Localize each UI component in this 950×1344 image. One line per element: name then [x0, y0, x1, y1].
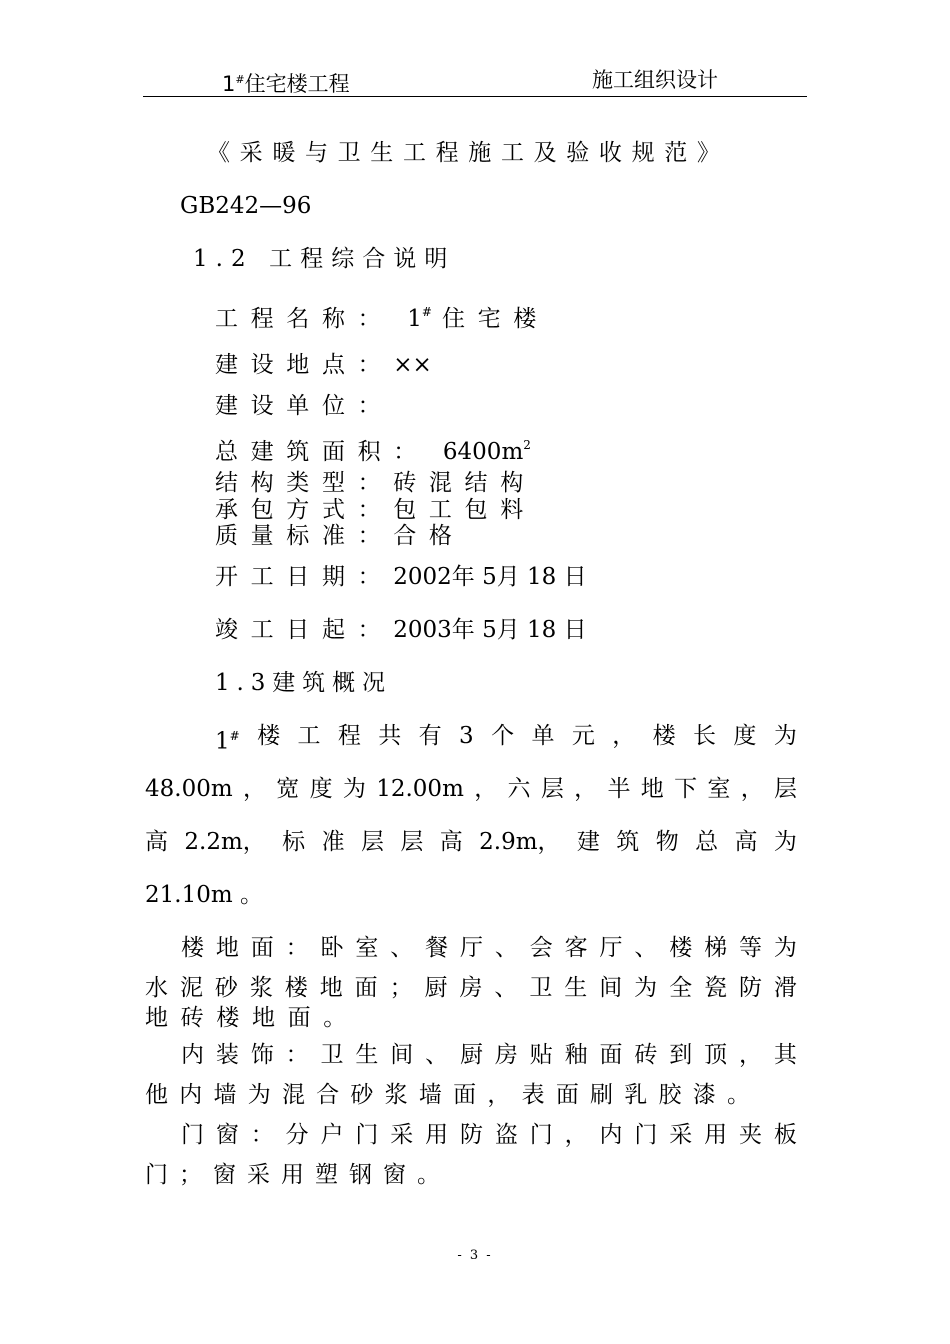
info-label: 竣工日起：	[215, 617, 394, 643]
text-token: 浆	[384, 1082, 408, 1108]
overview-token: 程	[337, 723, 361, 749]
text-token: 度	[309, 776, 333, 802]
text-token: 准	[321, 829, 345, 855]
text-token: 墙	[418, 1082, 442, 1108]
info-value: 6400m	[442, 439, 524, 465]
text-token: 为	[773, 935, 797, 961]
info-label: 建设地点：	[215, 352, 394, 378]
text-token: 等	[739, 935, 762, 961]
info-row-project-name	[215, 297, 549, 334]
overview-row	[145, 774, 797, 804]
text-token: 六	[507, 776, 531, 802]
text-token: ：	[285, 935, 309, 961]
text-token: 生	[355, 1042, 379, 1068]
paragraph-line	[145, 1080, 750, 1110]
text-token: 内	[179, 1082, 203, 1108]
overview-token: 楼	[257, 723, 281, 749]
info-row-start-date	[215, 562, 587, 592]
info-label: 总建筑面积：	[215, 439, 429, 465]
text-token: 、	[494, 935, 518, 961]
text-token: 门	[529, 1122, 553, 1148]
paragraph-line	[145, 1160, 440, 1190]
text-token: 室	[707, 776, 731, 802]
text-token: 梯	[704, 935, 728, 961]
floor-paragraph	[145, 933, 797, 1033]
info-value: 住宅楼	[441, 306, 549, 332]
standard-name: 《采暖与卫生工程施工及验收规范》	[207, 140, 730, 166]
text-token: 采	[247, 1162, 270, 1188]
info-value: 合格	[393, 523, 465, 549]
info-row-area	[215, 430, 531, 467]
text-token: 全	[669, 975, 693, 1001]
text-token: 厅	[460, 935, 483, 961]
text-token: 到	[669, 1042, 693, 1068]
header-left-sup: #	[235, 73, 245, 86]
text-token: 标	[282, 829, 306, 855]
info-row-structure	[215, 470, 536, 497]
text-token: ，	[487, 1082, 511, 1108]
header-left	[222, 66, 350, 98]
text-token: 合	[316, 1082, 340, 1108]
text-token: 窗	[213, 1162, 236, 1188]
text-token: 、	[425, 1042, 449, 1068]
text-token: 层	[540, 776, 564, 802]
text-token: 防	[738, 975, 762, 1001]
text-token: 板	[773, 1122, 797, 1148]
text-token: 夹	[739, 1122, 762, 1148]
text-token: 砂	[350, 1082, 374, 1108]
overview-token: 长	[693, 723, 717, 749]
text-token: 半	[607, 776, 631, 802]
paragraph-line	[145, 933, 797, 963]
info-value-sup: #	[421, 305, 432, 319]
text-token: 、	[634, 935, 658, 961]
text-token: 内	[599, 1122, 623, 1148]
info-row-quality	[215, 523, 465, 550]
text-token: ：	[285, 1042, 309, 1068]
info-label: 结构类型：	[215, 470, 394, 496]
text-token: 客	[564, 935, 588, 961]
text-token: 砂	[214, 975, 238, 1001]
text-token: 门	[634, 1122, 658, 1148]
text-token: 卫	[529, 975, 553, 1001]
text-token: 总	[695, 829, 719, 855]
text-token: 为	[634, 975, 658, 1001]
text-token: 生	[564, 975, 588, 1001]
paragraph-line	[145, 1040, 797, 1070]
interior-paragraph	[145, 1040, 797, 1110]
text-token: 瓷	[704, 975, 727, 1001]
info-row-site	[215, 350, 432, 380]
text-token: ，	[574, 776, 598, 802]
text-token: 为	[247, 1082, 271, 1108]
paragraph-line	[145, 973, 797, 1003]
section-1-2-heading: 1.2 工程综合说明	[193, 246, 456, 272]
text-token: 砖	[634, 1042, 658, 1068]
text-token: 卧	[320, 935, 344, 961]
text-token: 层	[400, 829, 424, 855]
overview-token: 1#	[215, 728, 240, 755]
text-token: 他	[145, 1082, 168, 1108]
overview-line-3	[145, 827, 797, 857]
text-token: 厨	[424, 975, 448, 1001]
text-token: 饰	[250, 1042, 274, 1068]
text-token: 间	[390, 1042, 414, 1068]
overview-row	[145, 827, 797, 857]
text-token: 会	[529, 935, 553, 961]
text-token: 2.2m，	[184, 829, 266, 855]
text-token: 层	[360, 829, 384, 855]
text-token: 塑	[315, 1162, 338, 1188]
text-token: 地	[215, 935, 239, 961]
text-token: 表	[521, 1082, 545, 1108]
text-token: ，	[564, 1122, 588, 1148]
overview-token: 为	[773, 723, 797, 749]
text-token: 楼	[181, 935, 204, 961]
text-token: 厨	[460, 1042, 483, 1068]
text-token: 面	[599, 1042, 623, 1068]
text-token: ：	[250, 1122, 274, 1148]
text-token: 高	[734, 829, 758, 855]
header-left-prefix: 1	[222, 72, 236, 96]
windows-paragraph	[145, 1120, 797, 1190]
text-token: 混	[281, 1082, 305, 1108]
info-value-sup: 2	[523, 438, 531, 452]
paragraph-line: 地砖楼地面。	[145, 1005, 359, 1031]
text-token: 防	[460, 1122, 483, 1148]
standard-code: GB242—96	[180, 193, 312, 219]
text-token: 面	[555, 1082, 579, 1108]
section-1-3-heading: 1.3建筑概况	[215, 670, 392, 696]
text-token: 、	[494, 975, 518, 1001]
overview-line-1	[215, 721, 797, 757]
text-token: 刷	[590, 1082, 614, 1108]
text-token: 墙	[213, 1082, 237, 1108]
text-token: 下	[674, 776, 698, 802]
text-token: 内	[181, 1042, 204, 1068]
text-token: 宽	[276, 776, 300, 802]
info-value: 2003年 5月 18 日	[393, 617, 587, 643]
text-token: 面	[250, 935, 274, 961]
text-token: ；	[179, 1162, 202, 1188]
overview-token: 楼	[652, 723, 676, 749]
text-token: 户	[320, 1122, 344, 1148]
text-token: 门	[181, 1122, 204, 1148]
text-token: 用	[704, 1122, 728, 1148]
text-token: ，	[739, 1042, 762, 1068]
info-label: 承包方式：	[215, 497, 394, 523]
text-token: 地	[640, 776, 664, 802]
text-token: ，	[242, 776, 266, 802]
info-value: 砖混结构	[393, 470, 536, 496]
text-token: 釉	[564, 1042, 588, 1068]
text-token: 筑	[616, 829, 640, 855]
text-token: 楼	[669, 935, 693, 961]
text-token: 盗	[494, 1122, 518, 1148]
info-label: 开工日期：	[215, 564, 394, 590]
text-token: 高	[145, 829, 168, 855]
info-label: 质量标准：	[215, 523, 394, 549]
overview-token: 元	[571, 723, 595, 749]
text-token: 卫	[320, 1042, 344, 1068]
text-token: 48.00m	[145, 776, 233, 802]
text-token: 窗	[215, 1122, 239, 1148]
text-token: 为	[342, 776, 366, 802]
text-token: 地	[319, 975, 343, 1001]
text-token: 室	[355, 935, 379, 961]
text-token: 分	[285, 1122, 309, 1148]
overview-token: 度	[733, 723, 757, 749]
text-token: 2.9m，	[479, 829, 561, 855]
text-token: 房	[494, 1042, 518, 1068]
overview-token: 个	[491, 723, 515, 749]
header-rule	[143, 96, 807, 97]
text-token: 面	[453, 1082, 477, 1108]
text-token: 面	[354, 975, 378, 1001]
overview-token: 共	[378, 723, 402, 749]
text-token: 胶	[658, 1082, 682, 1108]
text-token: 房	[459, 975, 483, 1001]
overview-line-2	[145, 774, 797, 804]
overview-token: 3	[459, 723, 474, 749]
overview-token: 单	[531, 723, 555, 749]
text-token: 高	[439, 829, 463, 855]
text-token: 门	[145, 1162, 168, 1188]
text-token: 乳	[624, 1082, 648, 1108]
text-token: 12.00m	[376, 776, 464, 802]
text-token: 水	[145, 975, 168, 1001]
info-value: 包工包料	[393, 497, 536, 523]
text-token: 其	[773, 1042, 797, 1068]
text-token: 层	[774, 776, 797, 802]
page-number: - 3 -	[457, 1248, 493, 1263]
text-token: 、	[390, 935, 414, 961]
text-token: 门	[355, 1122, 379, 1148]
text-token: 。	[726, 1082, 750, 1108]
overview-line-4: 21.10m 。	[145, 882, 263, 908]
header-left-title: 住宅楼工程	[244, 72, 350, 96]
info-value: ××	[393, 352, 432, 378]
text-token: 贴	[529, 1042, 553, 1068]
overview-token: 有	[418, 723, 442, 749]
text-token: 浆	[249, 975, 273, 1001]
text-token: 用	[281, 1162, 304, 1188]
text-token: 。	[417, 1162, 440, 1188]
info-row-end-date	[215, 615, 587, 645]
text-token: 泥	[179, 975, 203, 1001]
text-token: 装	[215, 1042, 239, 1068]
paragraph-line	[145, 1120, 797, 1150]
text-token: ，	[474, 776, 498, 802]
text-token: 餐	[425, 935, 449, 961]
text-token: 采	[669, 1122, 693, 1148]
text-token: 为	[773, 829, 797, 855]
text-token: 滑	[773, 975, 797, 1001]
text-token: 建	[576, 829, 600, 855]
info-label: 建设单位：	[215, 393, 394, 419]
info-value: 2002年 5月 18 日	[393, 564, 587, 590]
info-row-client	[215, 391, 393, 421]
info-row-contract	[215, 497, 536, 524]
text-token: 物	[655, 829, 679, 855]
overview-token: 工	[297, 723, 321, 749]
text-token: ，	[740, 776, 764, 802]
text-token: 窗	[383, 1162, 406, 1188]
text-token: 漆	[692, 1082, 716, 1108]
text-token: 顶	[704, 1042, 728, 1068]
info-label: 工程名称：	[215, 306, 394, 332]
header-right: 施工组织设计	[592, 68, 718, 92]
text-token: ；	[389, 975, 413, 1001]
text-token: 楼	[284, 975, 308, 1001]
overview-token: ，	[612, 723, 636, 749]
text-token: 间	[599, 975, 623, 1001]
text-token: 钢	[349, 1162, 372, 1188]
overview-row	[215, 721, 797, 757]
text-token: 厅	[599, 935, 623, 961]
text-token: 用	[425, 1122, 449, 1148]
text-token: 采	[390, 1122, 414, 1148]
info-value-prefix: 1	[407, 306, 422, 332]
